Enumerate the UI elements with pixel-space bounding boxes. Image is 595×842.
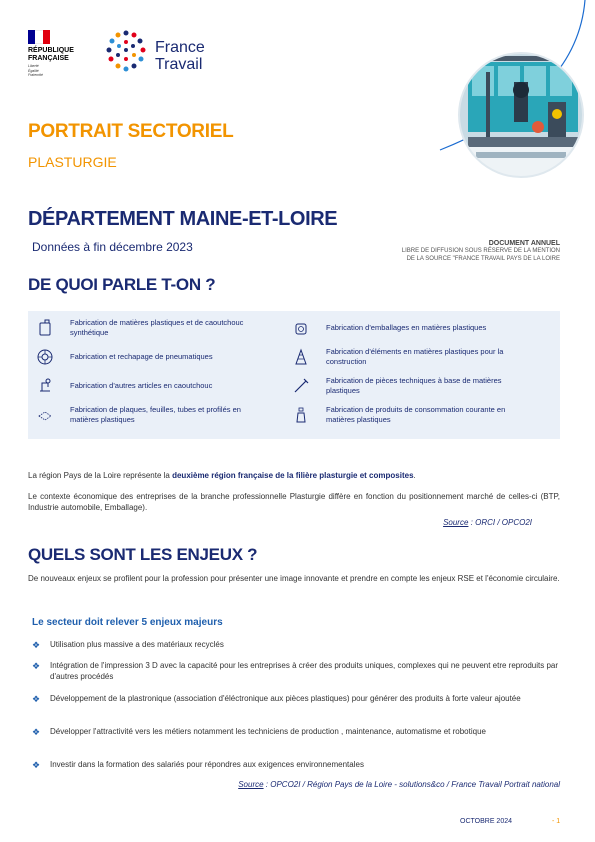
rf-line: RÉPUBLIQUE (28, 47, 74, 54)
diamond-bullet-icon: ❖ (32, 640, 41, 650)
sector-subtitle: PLASTURGIE (28, 154, 117, 170)
para-text: La région Pays de la Loire représente la (28, 471, 173, 480)
section-title-enjeux: QUELS SONT LES ENJEUX ? (28, 545, 258, 564)
sector-item (290, 317, 558, 339)
packaging-icon (290, 317, 312, 339)
diamond-bullet-icon: ❖ (32, 661, 41, 671)
sector-item (290, 346, 558, 368)
list-item (32, 760, 562, 771)
diffusion-line: DE LA SOURCE "FRANCE TRAVAIL PAYS DE LA LOIRE (406, 256, 560, 262)
sectors-box (28, 311, 560, 439)
data-date: Données à fin décembre 2023 (32, 240, 193, 254)
motto-line: Liberté (28, 64, 39, 68)
sector-item (290, 404, 558, 426)
sector-item (34, 404, 264, 426)
source-line (28, 518, 532, 527)
rubber-items-icon (34, 375, 56, 397)
marianne-flag-icon (28, 30, 50, 44)
para-text: . (413, 471, 416, 480)
ft-name-line: Travail (155, 56, 203, 73)
footer-date: OCTOBRE 2024 (460, 818, 513, 825)
section-title-definition: DE QUOI PARLE T-ON ? (28, 275, 216, 294)
diamond-bullet-icon: ❖ (32, 760, 41, 770)
list-item (32, 694, 562, 705)
source-label: Source (238, 780, 264, 789)
portrait-title: PORTRAIT SECTORIEL (28, 121, 234, 142)
context-paragraph: Le contexte économique des entreprises de la branche professionnelle Plasturgie diffère en fonction du positionnement marché de celles-ci (BTP, Industrie automobile, Emballage). (28, 492, 560, 512)
source-text: : OPCO2I / Région Pays de la Loire - solutions&co / France Travail Portrait national (263, 780, 560, 789)
motto-line: Égalité (28, 68, 39, 73)
diffusion-line: LIBRE DE DIFFUSION SOUS RÉSERVE DE LA MENTION (401, 248, 560, 254)
department-title: DÉPARTEMENT MAINE-ET-LOIRE (28, 208, 338, 230)
sector-label: Fabrication de matières plastiques et de caoutchouc synthétique (70, 318, 244, 337)
bullet-text: Développer l'attractivité vers les métiers notamment les techniciens de production , maintenance, automatisme et robotique (50, 727, 486, 736)
source-text: : ORCI / OPCO2I (468, 518, 532, 527)
enjeux-intro: De nouveaux enjeux se profilent pour la profession pour présenter une image innovante et prendre en compte les enjeux RSE et l'économie circulaire. (28, 574, 560, 583)
motto-line: Fraternité (28, 73, 43, 77)
republique-francaise-logo (28, 47, 74, 63)
bullet-text: Intégration de l'impression 3 D avec la capacité pour les entreprises à créer des produits uniques, complexes qui ne peuvent etre reproduits par d'autres procédés (50, 661, 559, 681)
region-paragraph (28, 471, 560, 482)
canister-icon (34, 317, 56, 339)
bullet-text: Investir dans la formation des salariés pour répondres aux exigences environnementales (50, 760, 364, 769)
sector-label: Fabrication d'emballages en matières plastiques (326, 323, 487, 332)
france-travail-logo-icon (103, 28, 149, 74)
list-item (32, 727, 562, 738)
sector-label: Fabrication d'éléments en matières plastiques pour la construction (326, 347, 504, 366)
bullet-text: Utilisation plus massive a des matériaux recyclés (50, 640, 224, 649)
diamond-bullet-icon: ❖ (32, 727, 41, 737)
france-travail-logo (155, 39, 205, 73)
ft-name-line: France (155, 39, 205, 56)
factory-illustration (458, 42, 584, 188)
sector-label: Fabrication et rechapage de pneumatiques (70, 352, 213, 361)
construction-icon (290, 346, 312, 368)
consumer-products-icon (290, 404, 312, 426)
para-highlight: deuxième région française de la filière plasturgie et composites (172, 471, 414, 480)
sector-label: Fabrication de plaques, feuilles, tubes et profilés en matières plastiques (70, 405, 241, 424)
plates-icon (34, 404, 56, 426)
bullet-text: Développement de la plastronique (association d'éléctronique aux pièces plastiques) pour générer des produits à forte valeur ajoutée (50, 694, 521, 703)
source-label: Source (443, 518, 469, 527)
document-notice (402, 240, 560, 263)
sector-item (290, 375, 558, 397)
rf-line: FRANÇAISE (28, 55, 69, 62)
sector-label: Fabrication de pièces techniques à base de matières plastiques (326, 376, 502, 395)
sector-label: Fabrication d'autres articles en caoutchouc (70, 381, 213, 390)
sector-item (34, 346, 264, 368)
rf-motto (28, 64, 43, 78)
doc-type: DOCUMENT ANNUEL (488, 240, 560, 247)
tire-icon (34, 346, 56, 368)
sector-item (34, 317, 264, 339)
sector-item (34, 375, 264, 397)
enjeux-subtitle: Le secteur doit relever 5 enjeux majeurs (32, 617, 223, 628)
source-line (28, 780, 560, 789)
list-item (32, 661, 562, 682)
sector-label: Fabrication de produits de consommation courante en matières plastiques (326, 405, 506, 424)
technical-parts-icon (290, 375, 312, 397)
page-number: - 1 (552, 818, 561, 825)
list-item (32, 640, 562, 651)
diamond-bullet-icon: ❖ (32, 694, 41, 704)
